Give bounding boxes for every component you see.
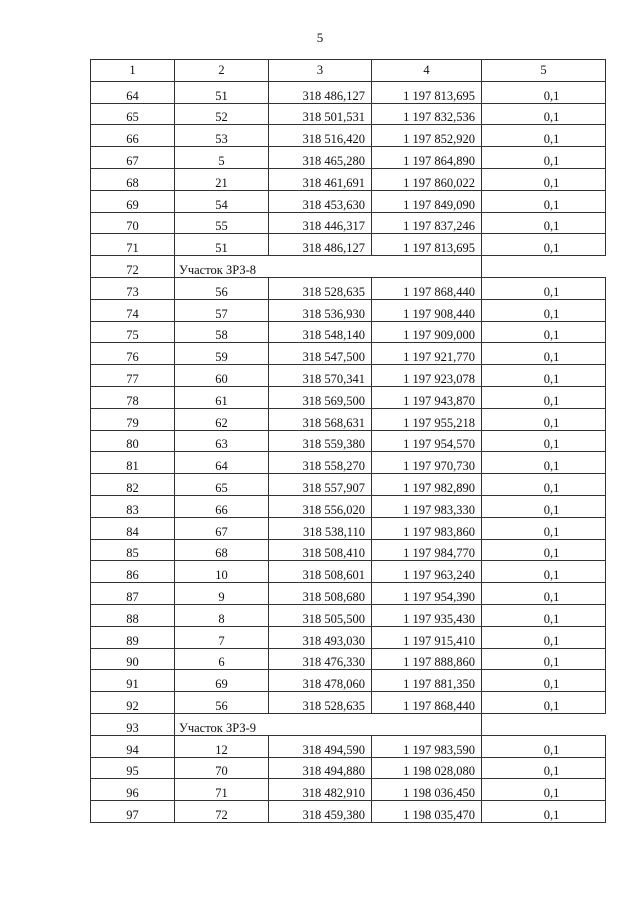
table-cell: 1 197 915,410 (372, 626, 482, 648)
table-row (91, 386, 606, 408)
table-cell: 88 (91, 604, 175, 626)
table-row (91, 343, 606, 365)
table-cell: 1 197 881,350 (372, 670, 482, 692)
table-cell: 318 486,127 (269, 234, 372, 256)
table-cell: 318 570,341 (269, 365, 372, 387)
table-row (91, 626, 606, 648)
table-cell: 318 508,601 (269, 561, 372, 583)
table-cell: 0,1 (482, 408, 606, 430)
table-row (91, 81, 606, 103)
table-cell: 1 197 983,860 (372, 517, 482, 539)
table-cell: 56 (175, 277, 269, 299)
table-cell: 67 (91, 147, 175, 169)
table-cell: 55 (175, 212, 269, 234)
table-cell: 90 (91, 648, 175, 670)
table-cell: 1 197 832,536 (372, 103, 482, 125)
table-cell: 1 197 923,078 (372, 365, 482, 387)
table-row (91, 147, 606, 169)
table-cell: 318 568,631 (269, 408, 372, 430)
table-cell: 318 569,500 (269, 386, 372, 408)
table-cell: 1 197 888,860 (372, 648, 482, 670)
table-row (91, 735, 606, 757)
table-cell: 318 446,317 (269, 212, 372, 234)
table-cell: 318 505,500 (269, 604, 372, 626)
table-cell: 0,1 (482, 299, 606, 321)
table-cell: 318 493,030 (269, 626, 372, 648)
table-cell: 91 (91, 670, 175, 692)
table-cell: 0,1 (482, 277, 606, 299)
table-row (91, 801, 606, 823)
table-cell: 77 (91, 365, 175, 387)
table-cell: 1 197 813,695 (372, 234, 482, 256)
table-cell: 71 (91, 234, 175, 256)
table-cell: 1 197 909,000 (372, 321, 482, 343)
table-cell: 86 (91, 561, 175, 583)
table-cell: 82 (91, 474, 175, 496)
table-row (91, 517, 606, 539)
table-row (91, 452, 606, 474)
table-cell: 318 494,590 (269, 735, 372, 757)
table-cell: 8 (175, 604, 269, 626)
table-cell: 0,1 (482, 147, 606, 169)
table-cell: 66 (91, 125, 175, 147)
table-cell: 69 (91, 190, 175, 212)
table-cell: 318 548,140 (269, 321, 372, 343)
section-title: Участок ЗРЗ-9 (175, 713, 482, 735)
table-cell: 78 (91, 386, 175, 408)
table-cell: 318 559,380 (269, 430, 372, 452)
table-row (91, 190, 606, 212)
table-row (91, 277, 606, 299)
table-cell: 0,1 (482, 648, 606, 670)
table-row (91, 757, 606, 779)
table-cell: 1 197 943,870 (372, 386, 482, 408)
table-cell: 1 197 984,770 (372, 539, 482, 561)
table-cell: 318 538,110 (269, 517, 372, 539)
table-cell: 1 197 849,090 (372, 190, 482, 212)
section-title: Участок ЗРЗ-8 (175, 256, 482, 278)
table-cell: 94 (91, 735, 175, 757)
table-row (91, 604, 606, 626)
table-row (91, 474, 606, 496)
table-cell: 0,1 (482, 539, 606, 561)
table-cell: 318 465,280 (269, 147, 372, 169)
table-cell: 1 197 954,570 (372, 430, 482, 452)
table-row (91, 779, 606, 801)
table-cell: 81 (91, 452, 175, 474)
table-cell: 318 508,410 (269, 539, 372, 561)
table-cell: 61 (175, 386, 269, 408)
table-row (91, 539, 606, 561)
table-cell: 62 (175, 408, 269, 430)
table-cell: 1 197 852,920 (372, 125, 482, 147)
table-row (91, 234, 606, 256)
column-header: 4 (372, 60, 482, 82)
table-row (91, 321, 606, 343)
section-row (91, 713, 606, 735)
table-cell: 12 (175, 735, 269, 757)
table-cell: 10 (175, 561, 269, 583)
table-cell: 0,1 (482, 452, 606, 474)
table-cell: 71 (175, 779, 269, 801)
table-row (91, 495, 606, 517)
table-cell: 59 (175, 343, 269, 365)
table-cell: 0,1 (482, 365, 606, 387)
table-cell: 0,1 (482, 757, 606, 779)
table-cell: 51 (175, 234, 269, 256)
table-cell: 1 197 970,730 (372, 452, 482, 474)
page-number: 5 (316, 30, 324, 45)
table-cell: 318 453,630 (269, 190, 372, 212)
table-cell: 1 198 028,080 (372, 757, 482, 779)
table-cell: 0,1 (482, 103, 606, 125)
table-cell: 1 197 982,890 (372, 474, 482, 496)
table-cell: 0,1 (482, 234, 606, 256)
table-cell: 0,1 (482, 190, 606, 212)
table-cell: 53 (175, 125, 269, 147)
table-cell: 1 197 837,246 (372, 212, 482, 234)
table-cell: 318 528,635 (269, 692, 372, 714)
table-cell: 0,1 (482, 125, 606, 147)
table-cell: 0,1 (482, 474, 606, 496)
table-row (91, 692, 606, 714)
table-header-row (91, 60, 606, 82)
table-cell: 57 (175, 299, 269, 321)
table-cell: 1 197 954,390 (372, 583, 482, 605)
table-cell: 58 (175, 321, 269, 343)
table-cell: 60 (175, 365, 269, 387)
table-cell: 318 482,910 (269, 779, 372, 801)
table-cell: 66 (175, 495, 269, 517)
table-row (91, 212, 606, 234)
table-row (91, 168, 606, 190)
table-cell: 318 547,500 (269, 343, 372, 365)
table-cell: 0,1 (482, 735, 606, 757)
table-cell: 70 (91, 212, 175, 234)
table-cell: 64 (175, 452, 269, 474)
table-cell: 70 (175, 757, 269, 779)
table-cell: 1 198 036,450 (372, 779, 482, 801)
section-row (91, 256, 606, 278)
table-cell: 318 476,330 (269, 648, 372, 670)
table-cell: 318 536,930 (269, 299, 372, 321)
table-cell: 318 508,680 (269, 583, 372, 605)
table-cell: 75 (91, 321, 175, 343)
table-cell: 0,1 (482, 321, 606, 343)
column-header: 3 (269, 60, 372, 82)
table-cell: 0,1 (482, 495, 606, 517)
table-cell: 0,1 (482, 801, 606, 823)
table-cell: 318 459,380 (269, 801, 372, 823)
table-cell: 0,1 (482, 168, 606, 190)
table-cell: 80 (91, 430, 175, 452)
table-cell: 95 (91, 757, 175, 779)
table-cell: 21 (175, 168, 269, 190)
table-cell: 1 197 868,440 (372, 692, 482, 714)
table-row (91, 583, 606, 605)
table-cell: 68 (175, 539, 269, 561)
section-row-number: 72 (91, 256, 175, 278)
table-cell: 68 (91, 168, 175, 190)
table-cell: 79 (91, 408, 175, 430)
table-cell: 0,1 (482, 212, 606, 234)
table-cell: 84 (91, 517, 175, 539)
table-cell: 0,1 (482, 626, 606, 648)
table-cell: 0,1 (482, 517, 606, 539)
table-cell: 1 197 983,330 (372, 495, 482, 517)
table-cell: 0,1 (482, 81, 606, 103)
table-cell: 74 (91, 299, 175, 321)
table-cell: 0,1 (482, 561, 606, 583)
table-cell: 96 (91, 779, 175, 801)
table-cell: 1 197 864,890 (372, 147, 482, 169)
table-cell: 64 (91, 81, 175, 103)
table-cell: 83 (91, 495, 175, 517)
section-row-number: 93 (91, 713, 175, 735)
table-cell: 9 (175, 583, 269, 605)
table-cell: 89 (91, 626, 175, 648)
table-cell: 97 (91, 801, 175, 823)
table-cell: 52 (175, 103, 269, 125)
table-cell: 65 (91, 103, 175, 125)
table-row (91, 648, 606, 670)
table-row (91, 408, 606, 430)
table-cell: 318 494,880 (269, 757, 372, 779)
table-cell: 1 197 935,430 (372, 604, 482, 626)
table-cell: 6 (175, 648, 269, 670)
empty-cell (482, 256, 606, 278)
table-cell: 1 197 813,695 (372, 81, 482, 103)
table-cell: 0,1 (482, 670, 606, 692)
empty-cell (482, 713, 606, 735)
table-cell: 65 (175, 474, 269, 496)
table-cell: 1 197 955,218 (372, 408, 482, 430)
table-cell: 1 197 908,440 (372, 299, 482, 321)
table-cell: 85 (91, 539, 175, 561)
table-row (91, 561, 606, 583)
table-cell: 56 (175, 692, 269, 714)
table-cell: 63 (175, 430, 269, 452)
table-cell: 51 (175, 81, 269, 103)
table-cell: 1 197 921,770 (372, 343, 482, 365)
table-cell: 0,1 (482, 343, 606, 365)
table-cell: 5 (175, 147, 269, 169)
table-cell: 318 557,907 (269, 474, 372, 496)
table-cell: 0,1 (482, 692, 606, 714)
table-row (91, 125, 606, 147)
table-cell: 1 198 035,470 (372, 801, 482, 823)
table-cell: 318 528,635 (269, 277, 372, 299)
table-cell: 54 (175, 190, 269, 212)
table-cell: 1 197 983,590 (372, 735, 482, 757)
table-cell: 0,1 (482, 583, 606, 605)
table-cell: 318 478,060 (269, 670, 372, 692)
table-cell: 318 558,270 (269, 452, 372, 474)
table-cell: 92 (91, 692, 175, 714)
table-cell: 318 516,420 (269, 125, 372, 147)
table-cell: 87 (91, 583, 175, 605)
table-cell: 0,1 (482, 386, 606, 408)
column-header: 5 (482, 60, 606, 82)
table-row (91, 103, 606, 125)
table-cell: 0,1 (482, 430, 606, 452)
table-row (91, 430, 606, 452)
coordinates-table (90, 59, 606, 823)
table-cell: 318 501,531 (269, 103, 372, 125)
table-row (91, 670, 606, 692)
table-cell: 67 (175, 517, 269, 539)
table-cell: 0,1 (482, 604, 606, 626)
table-cell: 318 556,020 (269, 495, 372, 517)
table-cell: 73 (91, 277, 175, 299)
table-cell: 318 486,127 (269, 81, 372, 103)
table-cell: 318 461,691 (269, 168, 372, 190)
table-cell: 69 (175, 670, 269, 692)
table-cell: 0,1 (482, 779, 606, 801)
table-cell: 1 197 860,022 (372, 168, 482, 190)
table-cell: 7 (175, 626, 269, 648)
table-cell: 1 197 868,440 (372, 277, 482, 299)
table-cell: 72 (175, 801, 269, 823)
table-row (91, 365, 606, 387)
table-row (91, 299, 606, 321)
column-header: 2 (175, 60, 269, 82)
table-cell: 1 197 963,240 (372, 561, 482, 583)
column-header: 1 (91, 60, 175, 82)
table-cell: 76 (91, 343, 175, 365)
